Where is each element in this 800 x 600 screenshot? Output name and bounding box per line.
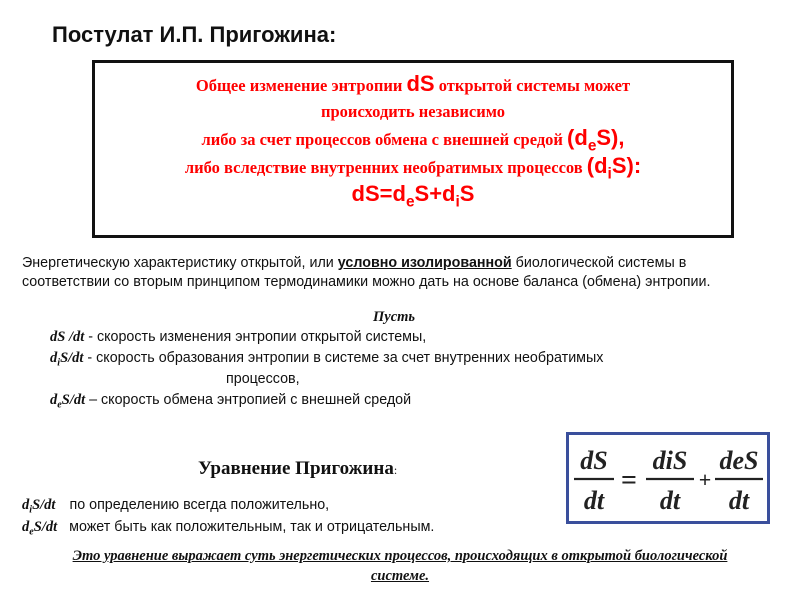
postulate-line-1: Общее изменение энтропии dS открытой системы может — [195, 71, 631, 96]
lhs-denominator: dt — [583, 486, 605, 515]
pust-label: Пусть — [373, 309, 416, 325]
prigogine-equation — [569, 435, 767, 521]
note-row: $d_iS/dt$ по определению всегда положительно, — [22, 497, 330, 516]
equation-notes — [22, 494, 434, 538]
term1-denominator: dt — [659, 486, 681, 515]
equals-sign: = — [621, 465, 637, 496]
postulate-line-2: происходить независимо — [321, 102, 505, 121]
page-title: Постулат И.П. Пригожина: — [52, 22, 337, 47]
prigogine-equation-box — [566, 432, 770, 524]
definition-row: $d_iS/dt$ - скорость образования энтропии в системе за счет внутренних необратимых — [50, 350, 604, 369]
postulate-line-4: либо вследствие внутренних необратимых процессов $(d_iS)$: — [184, 153, 642, 183]
postulate-line-3: либо за счет процессов обмена с внешней средой $(d_eS)$, — [201, 125, 625, 155]
equation-title: Уравнение Пригожина: — [198, 458, 398, 479]
plus-sign: + — [698, 467, 712, 492]
term1-numerator: diS — [652, 446, 688, 475]
definition-row: $d_eS/dt$ – скорость обмена энтропией с внешней средой — [50, 392, 412, 411]
conclusion-text: Это уравнение выражает суть энергетических процессов, происходящих в открытой биологической системе. — [72, 548, 728, 584]
note-row: $d_eS/dt$ может быть как положительным, так и отрицательным. — [22, 519, 435, 538]
definition-row-continuation: процессов, — [226, 371, 300, 387]
term2-denominator: dt — [728, 486, 750, 515]
definitions-list — [50, 327, 780, 411]
entropy-balance-formula: $dS=d_eS+d_iS$ — [351, 181, 475, 211]
term2-numerator: deS — [719, 446, 759, 475]
postulate-box — [92, 60, 734, 238]
intro-paragraph: Энергетическую характеристику открытой, или условно изолированной биологической системы в соответствии со вторым принципом термодинамики можно дать на основе баланса (обмена) энтропии. — [22, 255, 711, 290]
lhs-numerator: dS — [580, 446, 608, 475]
definition-row: dS /dt - скорость изменения энтропии открытой системы, — [50, 329, 427, 345]
intro-underlined-term: условно изолированной — [337, 255, 512, 271]
